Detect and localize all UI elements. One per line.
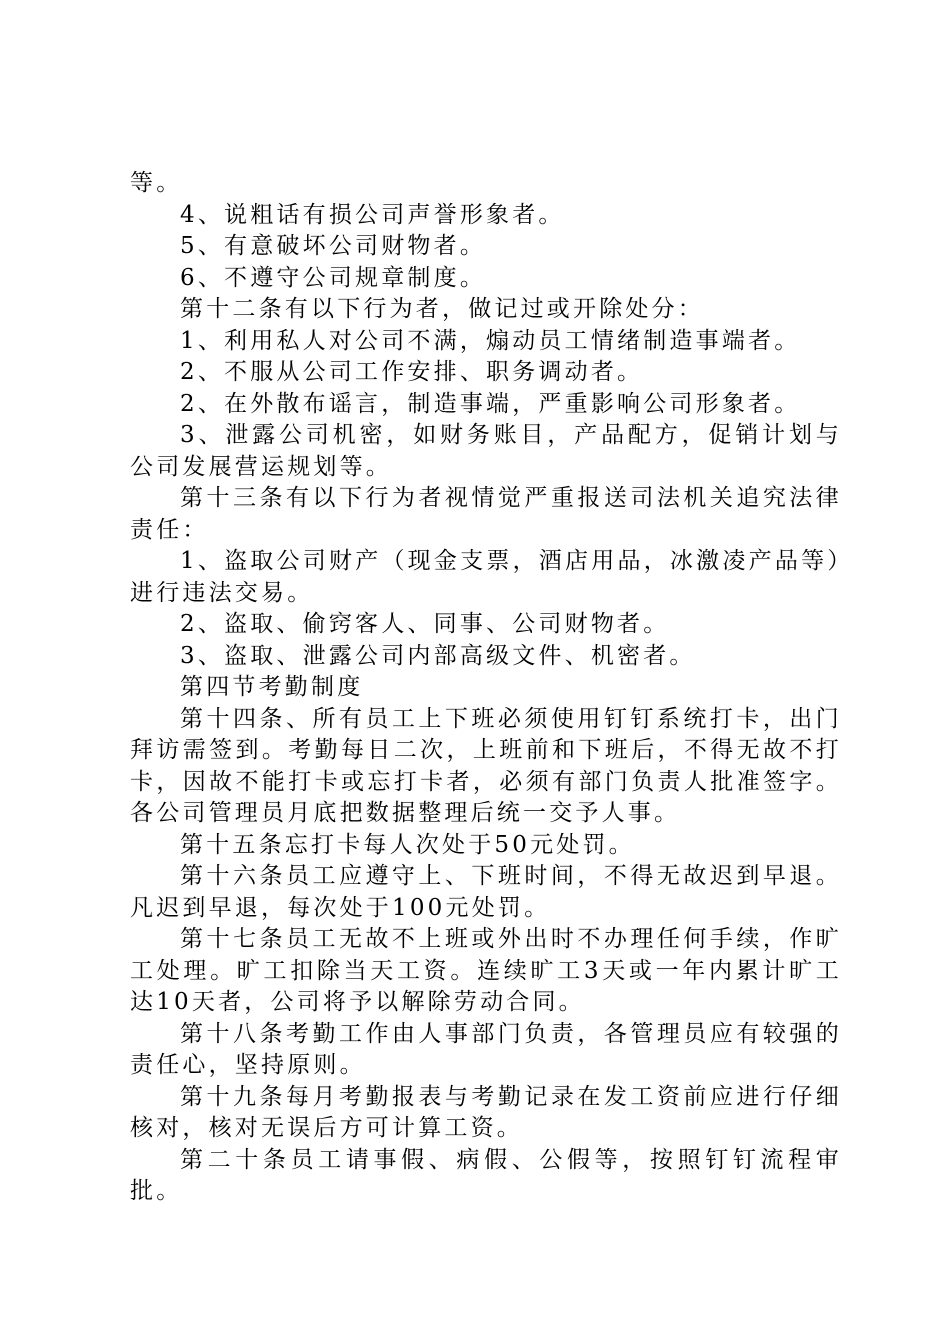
article-20: 第二十条员工请事假、病假、公假等，按照钉钉流程审批。	[130, 1146, 842, 1204]
list-item: 1、盗取公司财产（现金支票，酒店用品，冰激凌产品等）进行违法交易。	[130, 548, 842, 606]
list-item: 6、不遵守公司规章制度。	[180, 264, 487, 291]
list-item: 1、利用私人对公司不满，煽动员工情绪制造事端者。	[180, 327, 801, 354]
document-body	[130, 168, 842, 1208]
list-item: 3、盗取、泄露公司内部高级文件、机密者。	[180, 642, 696, 669]
article-15: 第十五条忘打卡每人次处于50元处罚。	[180, 831, 635, 858]
article-14: 第十四条、所有员工上下班必须使用钉钉系统打卡，出门拜访需签到。考勤每日二次，上班前和下班后，不得无故不打卡，因故不能打卡或忘打卡者，必须有部门负责人批准签字。各公司管理员月底把数据整理后统一交予人事。	[130, 705, 842, 826]
list-item: 4、说粗话有损公司声誉形象者。	[180, 201, 565, 228]
article-17: 第十七条员工无故不上班或外出时不办理任何手续，作旷工处理。旷工扣除当天工资。连续旷工3天或一年内累计旷工达10天者，公司将予以解除劳动合同。	[130, 926, 842, 1015]
paragraph-continuation: 等。	[130, 170, 183, 196]
list-item: 2、盗取、偷窍客人、同事、公司财物者。	[180, 611, 670, 637]
section-heading: 第四节考勤制度	[180, 674, 364, 700]
list-item: 3、泄露公司机密，如财务账目，产品配方，促销计划与公司发展营运规划等。	[130, 422, 842, 480]
article-16: 第十六条员工应遵守上、下班时间，不得无故迟到早退。凡迟到早退，每次处于100元处罚。	[130, 863, 842, 921]
article-heading-12: 第十二条有以下行为者，做记过或开除处分：	[180, 296, 704, 322]
article-19: 第十九条每月考勤报表与考勤记录在发工资前应进行仔细核对，核对无误后方可计算工资。	[130, 1083, 842, 1141]
article-18: 第十八条考勤工作由人事部门负责，各管理员应有较强的责任心，坚持原则。	[130, 1020, 842, 1078]
list-item: 5、有意破坏公司财物者。	[180, 233, 487, 259]
article-heading-13: 第十三条有以下行为者视情觉严重报送司法机关追究法律责任：	[130, 485, 842, 543]
list-item: 2、在外散布谣言，制造事端，严重影响公司形象者。	[180, 390, 801, 417]
list-item: 2、不服从公司工作安排、职务调动者。	[180, 359, 644, 385]
